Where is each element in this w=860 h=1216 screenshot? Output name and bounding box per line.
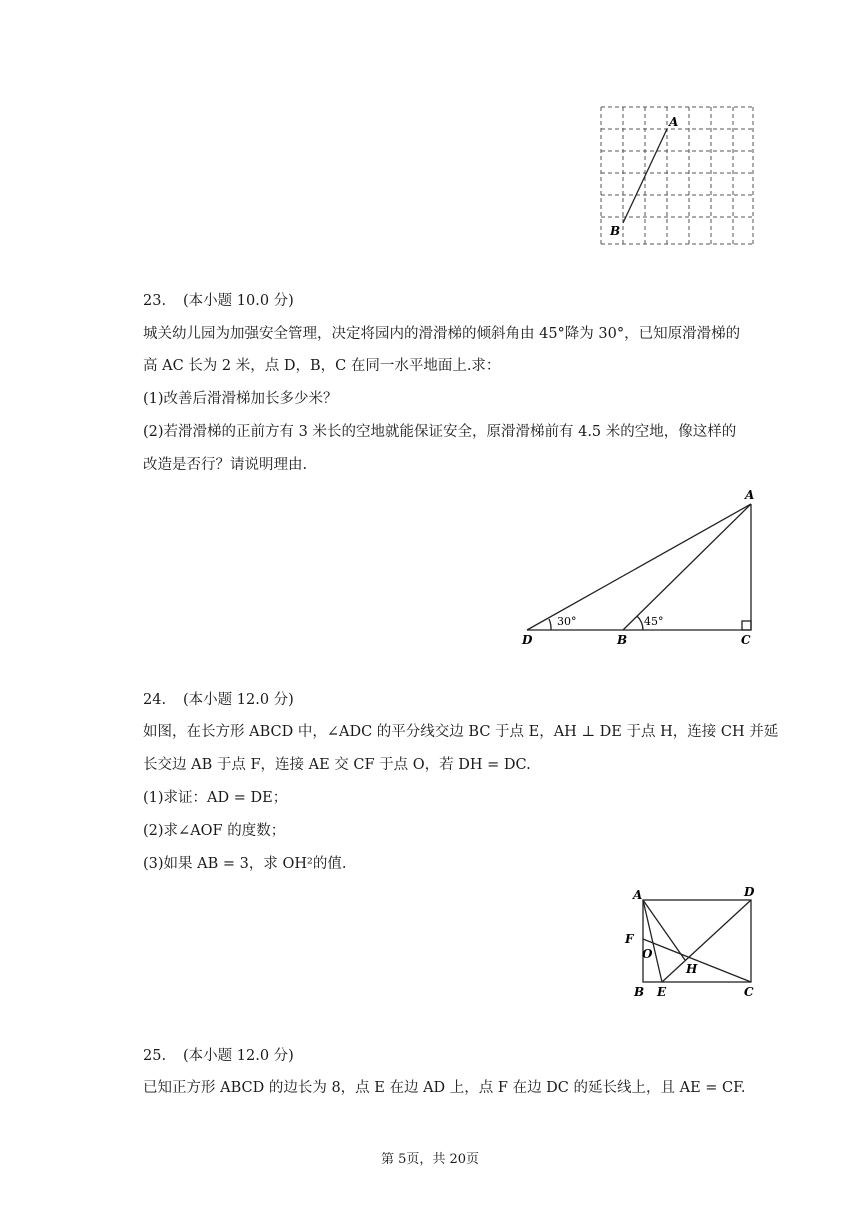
- q25-line-1: 已知正方形 ABCD 的边长为 8，点 E 在边 AD 上，点 F 在边 DC 的延长线上，且 AE = CF.: [143, 1080, 746, 1096]
- angle-30: 30°: [557, 615, 577, 628]
- q24-line-2: 长交边 AB 于点 F，连接 AE 交 CF 于点 O，若 DH = DC.: [143, 757, 531, 773]
- label-d: D: [744, 885, 755, 899]
- page-footer: 第 5页，共 20页: [380, 1152, 480, 1167]
- label-e: E: [657, 985, 667, 999]
- rectangle-figure: [620, 884, 765, 1004]
- label-c: C: [744, 985, 754, 999]
- label-b: B: [634, 985, 645, 999]
- grid-figure: [598, 104, 758, 249]
- label-h: H: [686, 962, 698, 976]
- q23-line-1: 城关幼儿园为加强安全管理，决定将园内的滑滑梯的倾斜角由 45°降为 30°，已知原滑滑梯的: [143, 326, 741, 342]
- label-b: B: [610, 224, 621, 238]
- angle-45: 45°: [644, 615, 664, 628]
- label-a: A: [745, 488, 755, 502]
- q23-line-4: (2)若滑滑梯的正前方有 3 米长的空地就能保证安全，原滑滑梯前有 4.5 米的空地，像这样的: [143, 424, 737, 440]
- q24-score: (本小题 12.0 分): [183, 692, 294, 708]
- q24-line-1: 如图，在长方形 ABCD 中，∠ADC 的平分线交边 BC 于点 E，AH ⊥ DE 于点 H，连接 CH 并延: [143, 724, 779, 740]
- q25-number: 25.: [143, 1048, 167, 1064]
- q25-score: (本小题 12.0 分): [183, 1048, 294, 1064]
- label-c: C: [741, 633, 751, 647]
- q24-line-5: (3)如果 AB = 3，求 OH²的值.: [143, 856, 347, 872]
- q23-line-5: 改造是否行？请说明理由.: [143, 457, 308, 473]
- q24-number: 24.: [143, 692, 167, 708]
- label-o: O: [642, 947, 653, 961]
- q24-line-3: (1)求证：AD = DE；: [143, 790, 288, 806]
- label-d: D: [522, 633, 533, 647]
- q24-line-4: (2)求∠AOF 的度数；: [143, 823, 286, 839]
- q25-header: [143, 1044, 294, 1065]
- q23-score: (本小题 10.0 分): [183, 293, 294, 309]
- q23-line-3: (1)改善后滑滑梯加长多少米？: [143, 391, 338, 407]
- label-a: A: [633, 888, 643, 902]
- q24-header: [143, 688, 294, 709]
- q23-number: 23.: [143, 293, 167, 309]
- q23-header: [143, 289, 294, 310]
- slide-figure: [515, 484, 765, 654]
- label-a: A: [669, 115, 679, 129]
- label-b: B: [617, 633, 628, 647]
- label-f: F: [625, 932, 634, 946]
- q23-line-2: 高 AC 长为 2 米，点 D，B，C 在同一水平地面上.求：: [143, 358, 501, 374]
